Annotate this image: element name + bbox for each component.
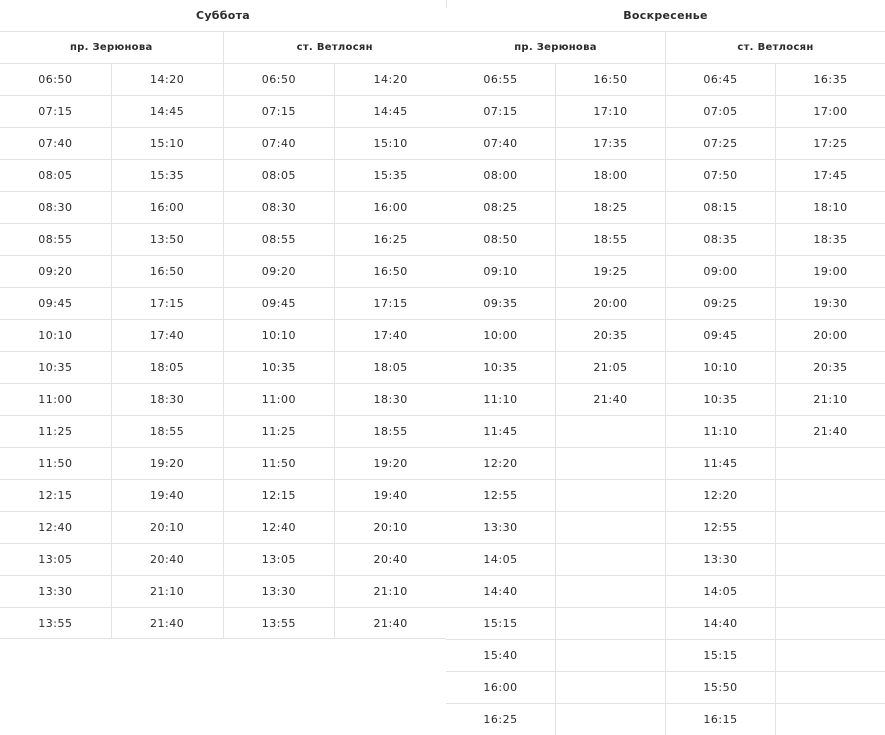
time-cell: 13:05 [38, 553, 73, 566]
time-cell: 08:15 [665, 192, 775, 223]
time-cell: 20:35 [775, 352, 885, 383]
time-cell: 09:35 [483, 297, 518, 310]
time-cell: 07:15 [223, 96, 335, 127]
time-cell: 17:40 [334, 320, 446, 351]
time-cell: 17:45 [775, 160, 885, 191]
time-cell: 08:55 [38, 233, 73, 246]
time-cell: 21:40 [555, 384, 665, 415]
time-cell: 15:40 [483, 649, 518, 662]
time-cell: 07:15 [483, 105, 518, 118]
time-cell: 13:55 [223, 608, 335, 638]
time-cell: 14:45 [334, 96, 446, 127]
time-cell: 11:50 [38, 457, 73, 470]
time-cell: 15:35 [334, 160, 446, 191]
time-cell: 17:10 [555, 96, 665, 127]
time-cell: 16:50 [111, 256, 223, 287]
saturday-schedule [0, 0, 446, 639]
time-cell: 18:10 [775, 192, 885, 223]
time-cell: 14:20 [334, 64, 446, 95]
table-row [446, 479, 885, 511]
time-cell: 20:40 [334, 544, 446, 575]
time-cell: 09:20 [223, 256, 335, 287]
saturday-stop-vetlosyan: ст. Ветлосян [223, 32, 447, 63]
time-cell [555, 448, 665, 479]
table-row [0, 607, 446, 639]
time-cell: 13:30 [483, 521, 518, 534]
time-cell: 09:45 [223, 288, 335, 319]
time-cell [555, 416, 665, 447]
time-cell [775, 512, 885, 543]
time-cell: 12:15 [223, 480, 335, 511]
time-cell: 08:35 [665, 224, 775, 255]
time-cell [555, 512, 665, 543]
time-cell: 13:55 [38, 617, 73, 630]
time-cell [775, 576, 885, 607]
table-row [446, 127, 885, 159]
time-cell: 14:45 [111, 96, 223, 127]
time-cell: 17:35 [555, 128, 665, 159]
table-row [0, 479, 446, 511]
table-row [0, 511, 446, 543]
time-cell: 11:45 [665, 448, 775, 479]
table-row [0, 287, 446, 319]
time-cell: 16:25 [334, 224, 446, 255]
table-row [446, 191, 885, 223]
table-row [446, 447, 885, 479]
time-cell: 14:05 [483, 553, 518, 566]
time-cell: 10:00 [483, 329, 518, 342]
saturday-rows [0, 63, 446, 639]
time-cell: 12:40 [38, 521, 73, 534]
time-cell: 07:15 [38, 105, 73, 118]
time-cell: 16:00 [111, 192, 223, 223]
time-cell: 19:25 [555, 256, 665, 287]
time-cell: 11:45 [483, 425, 518, 438]
time-cell: 18:25 [555, 192, 665, 223]
time-cell: 15:50 [665, 672, 775, 703]
sunday-stop-vetlosyan: ст. Ветлосян [665, 32, 885, 63]
time-cell: 13:30 [223, 576, 335, 607]
time-cell: 11:25 [223, 416, 335, 447]
table-row [446, 639, 885, 671]
time-cell: 20:40 [111, 544, 223, 575]
time-cell: 08:50 [483, 233, 518, 246]
table-row [0, 127, 446, 159]
time-cell: 12:55 [665, 512, 775, 543]
time-cell: 18:30 [334, 384, 446, 415]
table-row [0, 159, 446, 191]
time-cell: 21:40 [111, 608, 223, 638]
time-cell: 11:00 [38, 393, 73, 406]
time-cell: 08:30 [223, 192, 335, 223]
time-cell: 20:10 [111, 512, 223, 543]
time-cell: 10:35 [223, 352, 335, 383]
time-cell: 18:00 [555, 160, 665, 191]
time-cell: 17:25 [775, 128, 885, 159]
table-row [0, 191, 446, 223]
time-cell: 08:05 [38, 169, 73, 182]
time-cell [555, 672, 665, 703]
time-cell: 09:20 [38, 265, 73, 278]
time-cell: 08:05 [223, 160, 335, 191]
table-row [446, 287, 885, 319]
time-cell: 07:40 [483, 137, 518, 150]
time-cell: 18:05 [334, 352, 446, 383]
time-cell: 17:00 [775, 96, 885, 127]
time-cell: 10:35 [483, 361, 518, 374]
time-cell: 15:10 [111, 128, 223, 159]
time-cell: 18:35 [775, 224, 885, 255]
table-row [0, 95, 446, 127]
time-cell: 10:10 [223, 320, 335, 351]
table-row [446, 543, 885, 575]
time-cell: 12:40 [223, 512, 335, 543]
time-cell: 20:35 [555, 320, 665, 351]
time-cell [775, 640, 885, 671]
time-cell [775, 544, 885, 575]
time-cell [775, 672, 885, 703]
time-cell: 10:35 [665, 384, 775, 415]
time-cell: 11:50 [223, 448, 335, 479]
time-cell: 19:20 [334, 448, 446, 479]
time-cell [555, 704, 665, 735]
time-cell: 20:10 [334, 512, 446, 543]
table-row [0, 63, 446, 95]
time-cell: 21:40 [334, 608, 446, 638]
table-row [0, 447, 446, 479]
time-cell: 21:05 [555, 352, 665, 383]
table-row [0, 255, 446, 287]
time-cell: 14:40 [483, 585, 518, 598]
time-cell: 10:35 [38, 361, 73, 374]
time-cell: 12:20 [665, 480, 775, 511]
time-cell: 12:55 [483, 489, 518, 502]
time-cell: 07:40 [38, 137, 73, 150]
time-cell: 15:35 [111, 160, 223, 191]
table-row [446, 63, 885, 95]
table-row [0, 575, 446, 607]
time-cell [775, 480, 885, 511]
time-cell: 09:25 [665, 288, 775, 319]
time-cell: 21:10 [334, 576, 446, 607]
table-row [0, 415, 446, 447]
time-cell: 06:50 [38, 73, 73, 86]
table-row [446, 575, 885, 607]
table-row [446, 351, 885, 383]
time-cell: 14:05 [665, 576, 775, 607]
time-cell: 16:50 [555, 64, 665, 95]
time-cell: 09:45 [665, 320, 775, 351]
time-cell: 17:15 [334, 288, 446, 319]
time-cell: 08:30 [38, 201, 73, 214]
table-row [446, 607, 885, 639]
time-cell: 14:20 [111, 64, 223, 95]
time-cell: 07:50 [665, 160, 775, 191]
time-cell [775, 704, 885, 735]
time-cell [555, 480, 665, 511]
saturday-stops-header [0, 31, 446, 63]
time-cell: 13:30 [665, 544, 775, 575]
time-cell: 19:40 [334, 480, 446, 511]
time-cell: 10:10 [38, 329, 73, 342]
time-cell: 18:55 [555, 224, 665, 255]
time-cell: 16:00 [334, 192, 446, 223]
time-cell: 13:05 [223, 544, 335, 575]
time-cell: 21:40 [775, 416, 885, 447]
time-cell: 19:40 [111, 480, 223, 511]
table-row [446, 703, 885, 735]
table-row [0, 223, 446, 255]
sunday-rows [446, 63, 885, 735]
time-cell: 19:00 [775, 256, 885, 287]
time-cell: 06:55 [483, 73, 518, 86]
time-cell: 08:00 [483, 169, 518, 182]
table-row [446, 159, 885, 191]
table-row [0, 543, 446, 575]
time-cell [775, 608, 885, 639]
time-cell: 21:10 [775, 384, 885, 415]
time-cell: 16:25 [483, 713, 518, 726]
time-cell: 20:00 [555, 288, 665, 319]
time-cell: 15:15 [665, 640, 775, 671]
table-row [446, 255, 885, 287]
time-cell: 11:25 [38, 425, 73, 438]
time-cell: 10:10 [665, 352, 775, 383]
saturday-title: Суббота [195, 9, 251, 22]
time-cell: 09:45 [38, 297, 73, 310]
time-cell: 07:40 [223, 128, 335, 159]
time-cell: 19:20 [111, 448, 223, 479]
time-cell: 16:00 [483, 681, 518, 694]
time-cell: 13:50 [111, 224, 223, 255]
time-cell: 18:30 [111, 384, 223, 415]
time-cell: 09:10 [483, 265, 518, 278]
time-cell: 11:10 [483, 393, 518, 406]
table-row [446, 511, 885, 543]
time-cell: 16:50 [334, 256, 446, 287]
time-cell: 07:05 [665, 96, 775, 127]
time-cell: 19:30 [775, 288, 885, 319]
time-cell: 21:10 [111, 576, 223, 607]
time-cell: 18:55 [111, 416, 223, 447]
time-cell [555, 544, 665, 575]
table-row [0, 383, 446, 415]
table-row [446, 383, 885, 415]
table-row [446, 319, 885, 351]
table-row [446, 415, 885, 447]
time-cell [555, 640, 665, 671]
sunday-stops-header [446, 31, 885, 63]
time-cell: 12:15 [38, 489, 73, 502]
time-cell [555, 576, 665, 607]
table-row [0, 319, 446, 351]
time-cell: 15:15 [483, 617, 518, 630]
time-cell: 08:55 [223, 224, 335, 255]
time-cell: 07:25 [665, 128, 775, 159]
time-cell: 18:55 [334, 416, 446, 447]
time-cell: 17:40 [111, 320, 223, 351]
time-cell: 06:50 [223, 64, 335, 95]
sunday-schedule [446, 0, 885, 735]
time-cell: 18:05 [111, 352, 223, 383]
time-cell: 20:00 [775, 320, 885, 351]
time-cell: 16:15 [665, 704, 775, 735]
table-row [0, 351, 446, 383]
time-cell: 08:25 [483, 201, 518, 214]
sunday-title: Воскресенье [623, 9, 708, 22]
table-row [446, 95, 885, 127]
time-cell [555, 608, 665, 639]
time-cell: 17:15 [111, 288, 223, 319]
time-cell: 14:40 [665, 608, 775, 639]
saturday-stop-zeryunova: пр. Зерюнова [69, 42, 153, 53]
time-cell: 09:00 [665, 256, 775, 287]
time-cell: 06:45 [665, 64, 775, 95]
time-cell: 15:10 [334, 128, 446, 159]
time-cell [775, 448, 885, 479]
time-cell: 12:20 [483, 457, 518, 470]
time-cell: 11:00 [223, 384, 335, 415]
sunday-stop-zeryunova: пр. Зерюнова [514, 42, 597, 53]
time-cell: 11:10 [665, 416, 775, 447]
time-cell: 16:35 [775, 64, 885, 95]
table-row [446, 223, 885, 255]
table-row [446, 671, 885, 703]
time-cell: 13:30 [38, 585, 73, 598]
